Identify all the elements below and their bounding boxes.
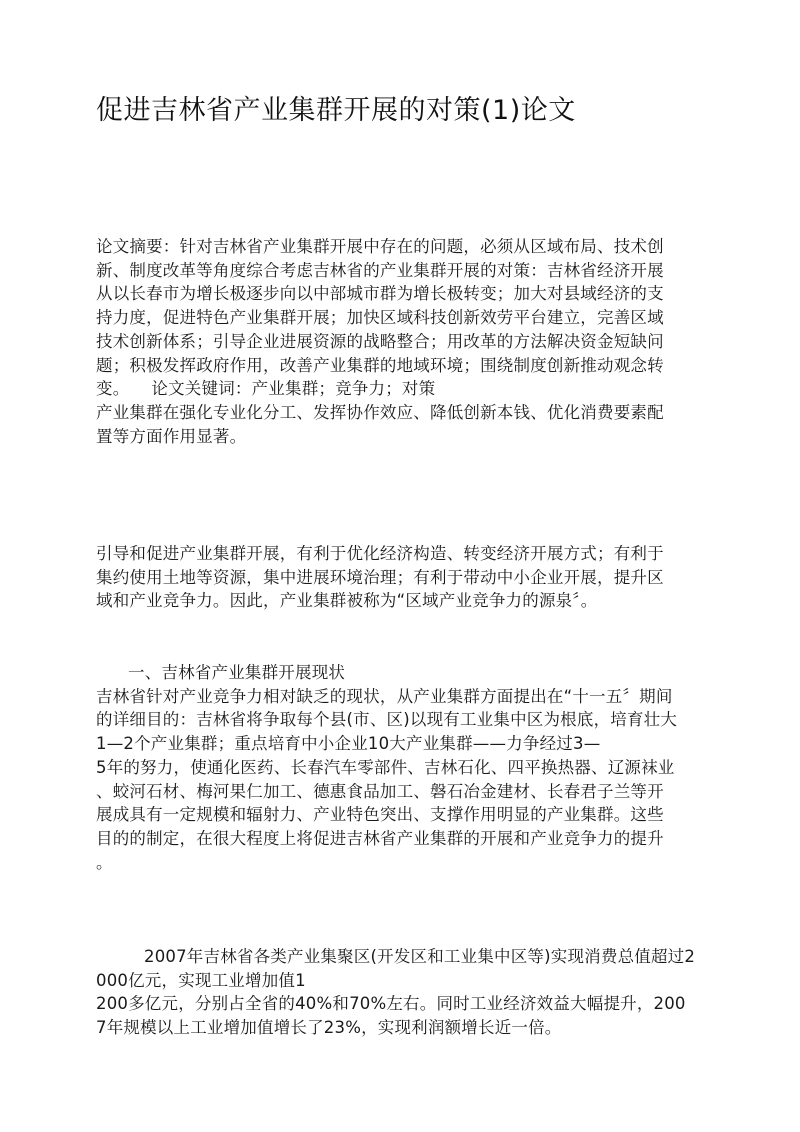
promote-line: 引导和促进产业集群开展，有利于优化经济构造、转变经济开展方式；有利于	[96, 544, 664, 563]
promote-line: 域和产业竞争力。因此，产业集群被称为“区域产业竞争力的源泉〞。	[96, 591, 598, 611]
status-line: 5年的努力，使通化医药、长春汽车零部件、吉林石化、四平换热器、辽源袜业	[96, 757, 675, 777]
stats-line: 000亿元，实现工业增加值1	[96, 970, 306, 990]
abstract-line: 论文摘要：针对吉林省产业集群开展中存在的问题，必须从区域布局、技术创	[96, 237, 664, 256]
status-line: 展成具有一定规模和辐射力、产业特色突出、支撑作用明显的产业集群。这些	[96, 805, 664, 825]
abstract-line: 技术创新体系；引导企业进展资源的战略整合；用改革的方法解决资金短缺问	[96, 331, 664, 351]
stats-line: 200多亿元，分别占全省的40%和70%左右。同时工业经济效益大幅提升，200	[96, 994, 686, 1014]
status-line: 。	[96, 852, 113, 872]
promote-line: 集约使用土地等资源，集中进展环境治理；有利于带动中小企业开展，提升区	[96, 567, 664, 587]
stats-2007-paragraph	[96, 945, 716, 1040]
cluster-role-line: 产业集群在强化专业化分工、发挥协作效应、降低创新本钱、优化消费要素配	[96, 402, 664, 422]
promote-paragraph	[96, 542, 716, 613]
status-line: 的详细目的：吉林省将争取每个县(市、区)以现有工业集中区为根底，培育壮大	[96, 710, 678, 730]
keywords: 论文关键词：产业集群；竞争力；对策	[151, 379, 436, 399]
stats-line: 2007年吉林省各类产业集聚区(开发区和工业集中区等)实现消费总值超过2	[144, 947, 696, 966]
status-line: 1—2个产业集群；重点培育中小企业10大产业集群——力争经过3—	[96, 734, 601, 754]
status-line: 吉林省针对产业竞争力相对缺乏的现状，从产业集群方面提出在“十一五〞期间	[96, 686, 673, 706]
status-line: 、蛟河石材、梅河果仁加工、德惠食品加工、磐石冶金建材、长春君子兰等开	[96, 781, 664, 801]
abstract-line: 题；积极发挥政府作用，改善产业集群的地域环境；围绕制度创新推动观念转	[96, 355, 664, 375]
abstract-line: 新、制度改革等角度综合考虑吉林省的产业集群开展的对策：吉林省经济开展	[96, 260, 664, 280]
abstract-line: 持力度，促进特色产业集群开展；加快区域科技创新效劳平台建立，完善区域	[96, 308, 664, 328]
abstract-line-end: 变。	[96, 379, 130, 399]
section-heading: 一、吉林省产业集群开展现状	[128, 663, 346, 682]
cluster-role-line: 置等方面作用显著。	[96, 426, 247, 446]
document-title: 促进吉林省产业集群开展的对策(1)论文	[96, 95, 576, 126]
stats-line: 7年规模以上工业增加值增长了23%，实现利润额增长近一倍。	[96, 1018, 562, 1038]
status-line: 目的的制定，在很大程度上将促进吉林省产业集群的开展和产业竞争力的提升	[96, 828, 664, 848]
abstract-last-line	[96, 377, 716, 401]
abstract-paragraph	[96, 235, 716, 448]
abstract-line: 从以长春市为增长极逐步向以中部城市群为增长极转变；加大对县域经济的支	[96, 284, 664, 304]
status-section	[96, 661, 716, 874]
